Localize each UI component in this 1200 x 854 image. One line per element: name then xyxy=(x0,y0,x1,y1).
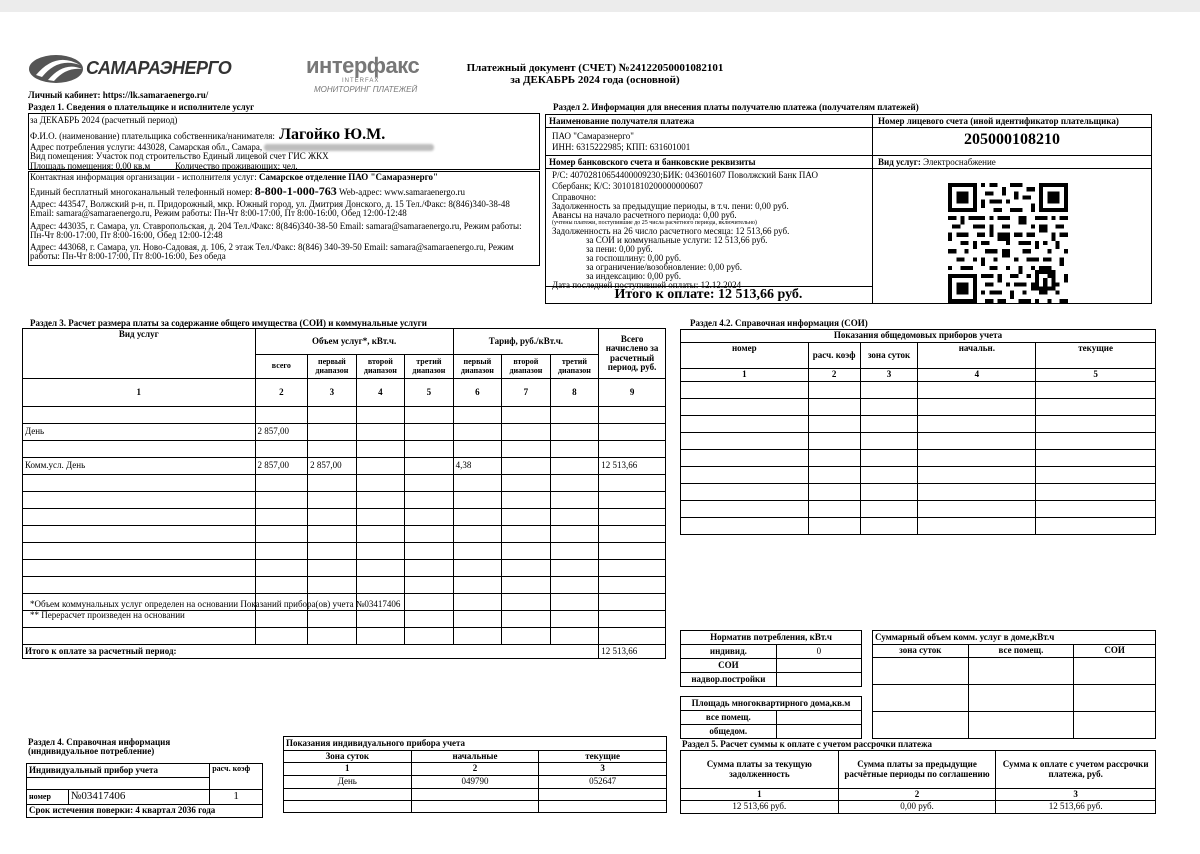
premises-type: Вид помещения: Участок под строительство Единый лицевой счет ГИС ЖКХ xyxy=(30,151,329,161)
installment-total-value: 12 513,66 руб. xyxy=(996,801,1156,813)
contact-info xyxy=(30,173,538,182)
col-num: 1 xyxy=(681,789,839,801)
col-num: 8 xyxy=(550,379,599,407)
subheader-vol-range1: первый диапазон xyxy=(308,355,357,379)
subheader-tariff-range2: второй диапазон xyxy=(502,355,551,379)
subheader-vol-range2: второй диапазон xyxy=(356,355,405,379)
col-zone: Зона суток xyxy=(284,751,412,763)
table-row xyxy=(23,458,666,475)
personal-cabinet-link[interactable]: Личный кабинет: https://lk.samaraenergo.ru/ xyxy=(28,90,209,100)
web-address: Web-адрес: www.samaraenergo.ru xyxy=(338,187,466,197)
norm-title: Норматив потребления, кВт.ч xyxy=(681,631,862,645)
office-address-1: Адрес: 443547, Волжский р-н, п. Придорожный, мкр. Южный город, ул. Дмитрия Донского, д. 15 Тел./Факс: 8(846)340-38-48 Email: samara@samaraenergo.ru, Режим работы: Пн-Чт 8:00-17:00, Пт 8:00-16:00, Обед 12:00-12:48 xyxy=(30,199,510,219)
header-total: Всего начислено за расчетный период, руб. xyxy=(599,329,666,379)
cell-service: Комм.усл. День xyxy=(23,458,256,475)
interfax-logo-tagline: МОНИТОРИНГ ПЛАТЕЖЕЙ xyxy=(314,85,418,94)
cell xyxy=(308,407,357,424)
samaraenergo-logo xyxy=(28,53,238,87)
norm-label-outbuildings: надвор.постройки xyxy=(681,673,777,687)
col-num: 2 xyxy=(255,379,308,407)
subheader-vol-range3: третий диапазон xyxy=(405,355,454,379)
header-volume: Объем услуг*, кВт.ч. xyxy=(255,329,453,355)
header-service-type: Вид услуг xyxy=(23,329,256,379)
col-num: 2 xyxy=(808,369,860,382)
payer-fio-label: Ф.И.О. (наименование) плательщика собственника/нанимателя: xyxy=(30,131,275,141)
verification-deadline: Срок истечения поверки: 4 квартал 2036 года xyxy=(27,804,263,817)
table-row xyxy=(681,801,1156,813)
col-num: 2 xyxy=(411,763,539,775)
house-area-table xyxy=(680,696,862,739)
payer-fio-value: Лагойко Ю.М. xyxy=(279,126,386,143)
reference-indexation: за индексацию: 0,00 руб. xyxy=(586,271,681,281)
cell xyxy=(550,441,599,458)
service-type xyxy=(878,158,996,167)
cell xyxy=(502,424,551,441)
consumption-address-text: Адрес потребления услуги: 443028, Самарская обл., Самара, xyxy=(30,142,263,152)
section5-title: Раздел 5. Расчет суммы к оплате с учетом рассрочки платежа xyxy=(682,739,932,749)
interfax-logo xyxy=(306,54,436,98)
reference-advance: Авансы на начало расчетного периода: 0,00 руб. xyxy=(552,210,737,220)
col-num: 4 xyxy=(356,379,405,407)
col-num: 1 xyxy=(681,369,809,382)
col-all: все помещ. xyxy=(968,645,1074,658)
col-num: 1 xyxy=(23,379,256,407)
reference-note: (учтены платежи, поступившие до 25 числа расчетного периода, включительно) xyxy=(552,220,757,226)
col-current-debt: Сумма платы за текущую задолженность xyxy=(681,751,839,789)
reference-last-payment: Дата последней поступившей оплаты: 12.12.2024 xyxy=(552,280,742,290)
individual-readings-table xyxy=(283,736,667,813)
reading-zone: День xyxy=(284,775,412,788)
col-num: 9 xyxy=(599,379,666,407)
meters-header: Показания общедомовых приборов учета xyxy=(681,330,1156,343)
cell xyxy=(255,407,308,424)
service-type-label: Вид услуг: xyxy=(878,157,921,167)
reading-start: 049790 xyxy=(411,775,539,788)
cell-volume-range1: 2 857,00 xyxy=(308,458,357,475)
section4-title: Раздел 4. Справочная информация (индивидуальное потребление) xyxy=(28,737,171,757)
bank-details-2: Сбербанк; К/С: 30101810200000000607 xyxy=(552,181,703,191)
phone-line xyxy=(30,185,538,198)
reference-fee: за госпошлину: 0,00 руб. xyxy=(586,253,682,263)
cell xyxy=(405,458,454,475)
reading-current: 052647 xyxy=(539,775,667,788)
cell xyxy=(405,441,454,458)
col-previous-periods: Сумма платы за предыдущие расчётные периоды по соглашению xyxy=(838,751,996,789)
col-number: номер xyxy=(681,343,809,369)
recipient-header: Наименование получателя платежа xyxy=(549,116,695,126)
col-num: 3 xyxy=(308,379,357,407)
cell xyxy=(502,458,551,475)
col-num: 3 xyxy=(996,789,1156,801)
cell xyxy=(550,458,599,475)
viewer-top-bar xyxy=(0,0,1200,12)
bank-header: Номер банковского счета и банковские реквизиты xyxy=(549,157,756,167)
reference-soi: за СОИ и коммунальные услуги: 12 513,66 руб. xyxy=(586,235,768,245)
current-debt-value: 12 513,66 руб. xyxy=(681,801,839,813)
col-start: начальн. xyxy=(918,343,1036,369)
col-num: 5 xyxy=(1036,369,1156,382)
cell xyxy=(502,407,551,424)
office-address-2: Адрес: 443035, г. Самара, ул. Ставропольская, д. 204 Тел./Факс: 8(846)340-38-50 Email: samara@samaraenergo.ru, Режим работы: Пн-Чт 8:00-17:00, Пт 8:00-16:00, Обед 12:00-12:48 xyxy=(30,221,522,241)
coef-label: расч. коэф xyxy=(210,764,263,790)
col-num: 1 xyxy=(284,763,412,775)
document-period: за ДЕКАБРЬ 2024 года (основной) xyxy=(510,73,680,86)
footnote-recalc: ** Перерасчет произведен на основании xyxy=(30,610,185,620)
qr-code[interactable] xyxy=(948,183,1068,303)
house-volume-table xyxy=(872,630,1156,739)
col-num: 3 xyxy=(539,763,667,775)
contact-org: Самарское отделение ПАО "Самараэнерго" xyxy=(258,172,439,182)
cell xyxy=(255,441,308,458)
coef-value: 1 xyxy=(210,790,263,805)
subheader-tariff-range1: первый диапазон xyxy=(453,355,502,379)
col-num: 7 xyxy=(502,379,551,407)
cell xyxy=(308,441,357,458)
col-installment-total: Сумма к оплате с учетом рассрочки платежа, руб. xyxy=(996,751,1156,789)
reference-debt26: Задолженность на 26 число расчетного месяца: 12 513,66 руб. xyxy=(552,226,790,236)
section42-table xyxy=(680,329,1156,535)
recipient-inn: ИНН: 6315222985; КПП: 631601001 xyxy=(552,142,691,152)
reference-block xyxy=(552,193,870,290)
col-zone: зона суток xyxy=(873,645,969,658)
document-number: Платежный документ (СЧЕТ) №24122050001082101 xyxy=(466,62,724,74)
col-num: 5 xyxy=(405,379,454,407)
residents-count: Количество проживающих: чел. xyxy=(175,161,298,171)
subheader-all: всего xyxy=(255,355,308,379)
cell xyxy=(23,441,256,458)
norm-label-soi: СОИ xyxy=(681,659,777,673)
cell xyxy=(599,407,666,424)
device-header: Индивидуальный прибор учета xyxy=(27,764,210,778)
total-to-pay: Итого к оплате: 12 513,66 руб. xyxy=(614,287,803,302)
interfax-logo-text: интерфакс xyxy=(306,53,420,78)
cell-service: День xyxy=(23,424,256,441)
cell xyxy=(405,424,454,441)
cell xyxy=(356,441,405,458)
samaraenergo-logo-text: САМАРАЭНЕРГО xyxy=(86,58,232,78)
cell xyxy=(599,441,666,458)
table-row xyxy=(23,424,666,441)
cell xyxy=(356,424,405,441)
device-number-label: номер xyxy=(27,790,69,805)
cell xyxy=(356,407,405,424)
period-total-label: Итого к оплате за расчетный период: xyxy=(23,645,599,659)
cell xyxy=(23,407,256,424)
reference-debt: Задолженность за предыдущие периоды, в т.ч. пени: 0,00 руб. xyxy=(552,201,789,211)
cell xyxy=(453,407,502,424)
col-coef: расч. коэф xyxy=(808,343,860,369)
table-row xyxy=(284,775,667,788)
reference-restriction: за ограничение/возобновление: 0,00 руб. xyxy=(586,262,742,272)
premises-area: Площадь помещения: 0,00 кв.м xyxy=(30,161,151,171)
cell-volume-all: 2 857,00 xyxy=(255,424,308,441)
bank-details-1: Р/С: 40702810654400009230;БИК: 043601607 Поволжский Банк ПАО xyxy=(552,170,818,180)
account-number: 205000108210 xyxy=(964,131,1060,148)
cell xyxy=(453,424,502,441)
device-number: №03417406 xyxy=(68,790,209,805)
col-num: 3 xyxy=(860,369,918,382)
cell xyxy=(550,424,599,441)
cell xyxy=(599,424,666,441)
reference-penalty: за пени: 0,00 руб. xyxy=(586,244,653,254)
account-header: Номер лицевого счета (иной идентификатор плательщика) xyxy=(878,116,1119,126)
house-area-all: все помещ. xyxy=(681,711,777,725)
phone-number: 8-800-1-000-763 xyxy=(254,184,337,198)
period-total-value: 12 513,66 xyxy=(599,645,666,659)
header-tariff: Тариф, руб./кВт.ч. xyxy=(453,329,599,355)
cell-tariff-range1: 4,38 xyxy=(453,458,502,475)
col-current: текущие xyxy=(539,751,667,763)
cell-volume-all: 2 857,00 xyxy=(255,458,308,475)
document-title xyxy=(430,63,760,86)
col-start: начальные xyxy=(411,751,539,763)
section2-title: Раздел 2. Информация для внесения платы получателю платежа (получателям платежей) xyxy=(553,102,919,112)
norm-label-individual: индивид. xyxy=(681,645,777,659)
section42-title: Раздел 4.2. Справочная информация (СОИ) xyxy=(690,318,868,328)
cell xyxy=(356,458,405,475)
section5-table xyxy=(680,750,1156,814)
cell xyxy=(453,441,502,458)
norm-table xyxy=(680,630,862,687)
cell xyxy=(405,407,454,424)
phone-label: Единый бесплатный многоканальный телефонный номер: xyxy=(30,187,253,197)
section3-title: Раздел 3. Расчет размера платы за содержание общего имущества (СОИ) и коммунальные услуги xyxy=(30,318,427,328)
house-volume-title: Суммарный объем комм. услуг в доме,кВт.ч xyxy=(873,631,1156,645)
previous-periods-value: 0,00 руб. xyxy=(838,801,996,813)
col-zone: зона суток xyxy=(860,343,918,369)
col-num: 4 xyxy=(918,369,1036,382)
col-num: 6 xyxy=(453,379,502,407)
col-current: текущие xyxy=(1036,343,1156,369)
norm-value-soi xyxy=(776,659,861,673)
house-area-title: Площадь многоквартирного дома,кв.м xyxy=(681,697,862,711)
norm-value-outbuildings xyxy=(776,673,861,687)
subheader-tariff-range3: третий диапазон xyxy=(550,355,599,379)
readings-title: Показания индивидуального прибора учета xyxy=(284,737,667,751)
cell-total: 12 513,66 xyxy=(599,458,666,475)
cell xyxy=(502,441,551,458)
footnote-volume: *Объем коммунальных услуг определен на основании Показаний прибора(ов) учета №03417406 xyxy=(30,599,401,609)
house-area-common: общедом. xyxy=(681,725,777,739)
col-soi: СОИ xyxy=(1074,645,1156,658)
table-row xyxy=(23,441,666,458)
cell xyxy=(550,407,599,424)
table-row xyxy=(23,407,666,424)
reference-title: Справочно: xyxy=(552,192,597,202)
recipient-name: ПАО "Самараэнерго" xyxy=(552,131,634,141)
service-type-value: Электроснабжение xyxy=(923,157,996,167)
samaraenergo-emblem-icon xyxy=(28,53,88,85)
section1-title: Раздел 1. Сведения о плательщике и исполнителе услуг xyxy=(28,102,255,112)
office-address-3: Адрес: 443068, г. Самара, ул. Ново-Садовая, д. 106, 2 этаж Тел./Факс: 8(846) 340-39-50 Email: samara@samaraenergo.ru, Режим работы: Пн-Чт 8:00-17:00, Пт 8:00-16:00, Без обеда xyxy=(30,242,514,262)
cell xyxy=(308,424,357,441)
period-text: за ДЕКАБРЬ 2024 (расчетный период) xyxy=(30,115,178,125)
contact-label: Контактная информация организации - исполнителя услуг: xyxy=(30,172,257,182)
individual-meter-table xyxy=(26,763,263,818)
col-num: 2 xyxy=(838,789,996,801)
interfax-logo-sub: INTERFAX xyxy=(342,78,380,84)
norm-value-individual: 0 xyxy=(776,645,861,659)
